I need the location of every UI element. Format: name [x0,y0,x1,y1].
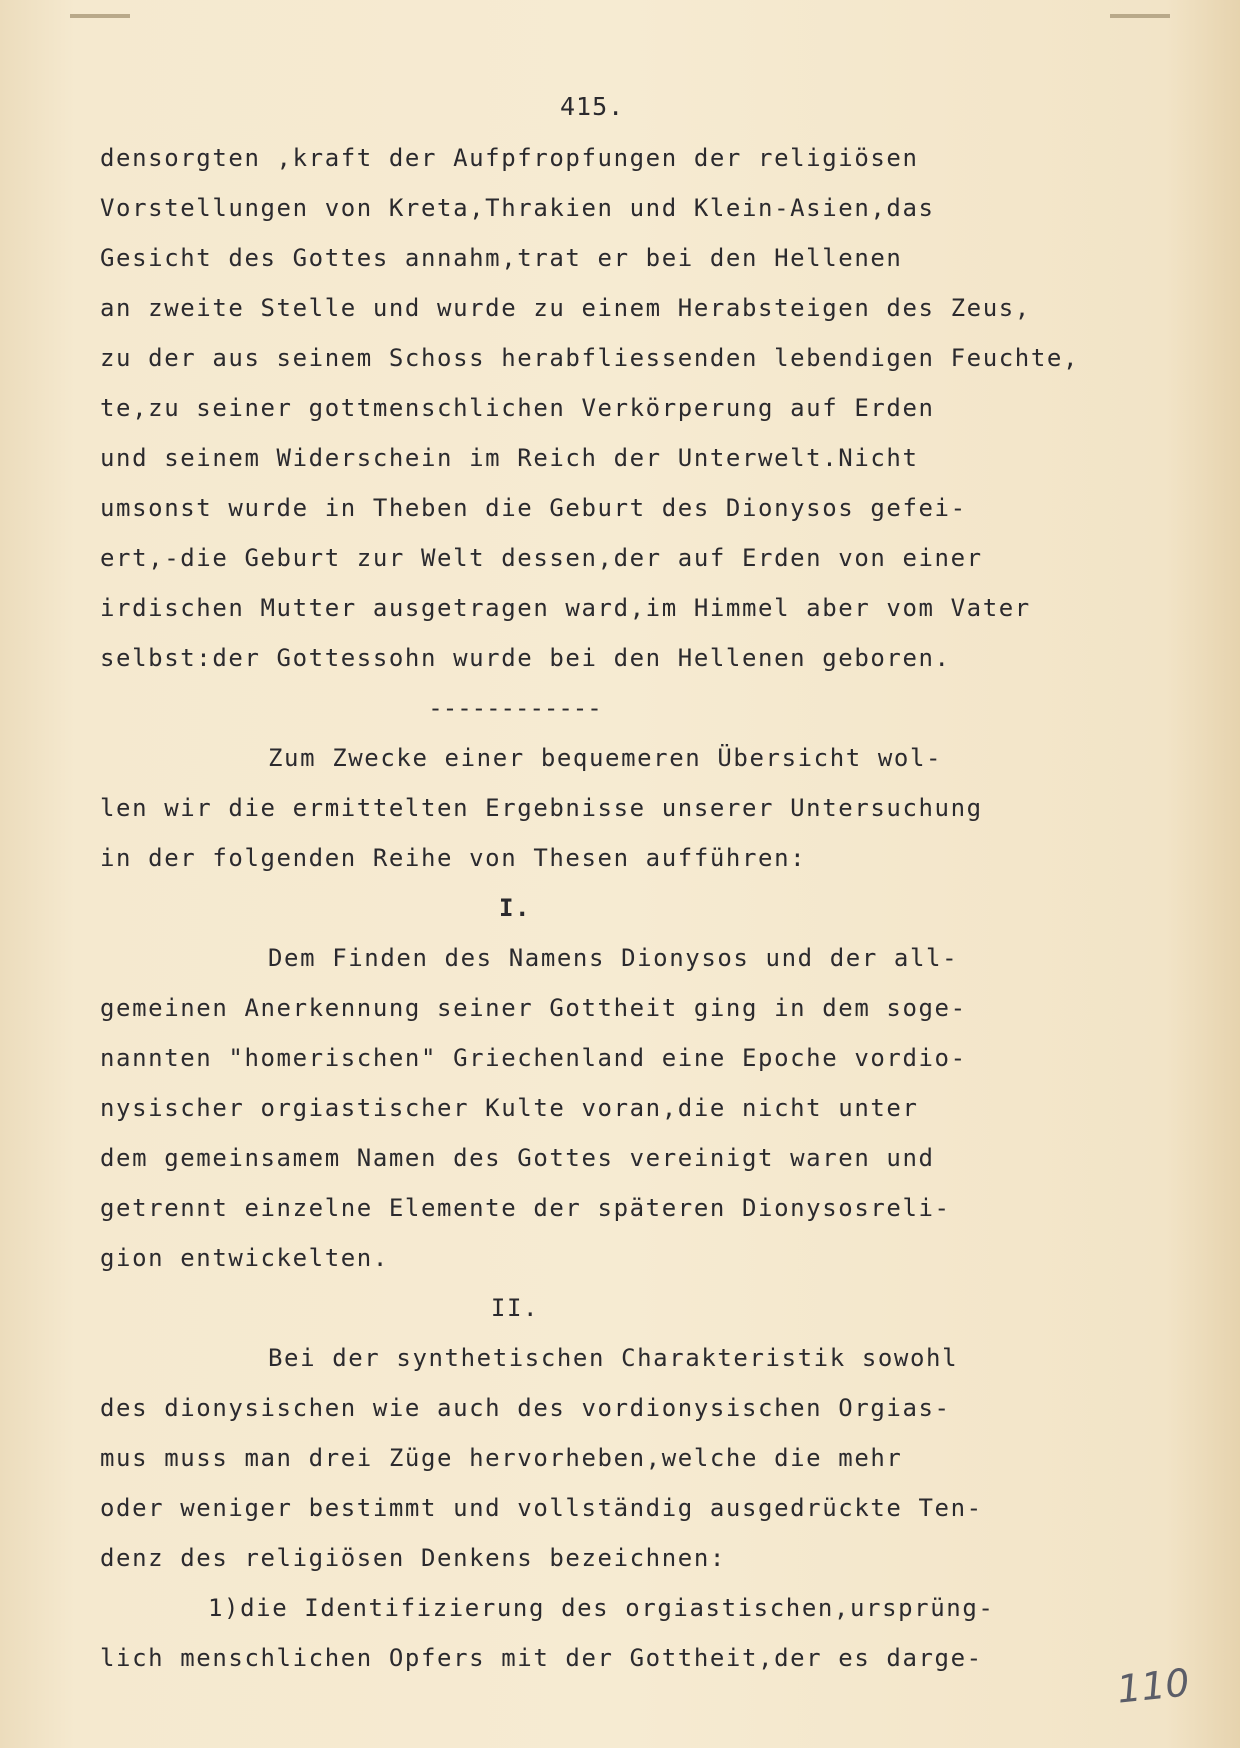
section-separator: ------------ [428,694,602,722]
page-number: 415. [560,92,625,121]
list-item-line: 1)die Identifizierung des orgiastischen,ursprüng- [208,1594,995,1622]
text-line: gemeinen Anerkennung seiner Gottheit ging in dem soge- [100,994,967,1022]
text-line: und seinem Widerschein im Reich der Unterwelt.Nicht [100,444,919,472]
text-line: te,zu seiner gottmenschlichen Verkörperung auf Erden [100,394,935,422]
list-item-line: lich menschlichen Opfers mit der Gottheit,der es darge- [100,1644,983,1672]
text-line: zu der aus seinem Schoss herabfliessenden lebendigen Feuchte, [100,344,1080,372]
text-line: getrennt einzelne Elemente der späteren Dionysosreli- [100,1194,951,1222]
thesis-heading: I. [498,894,532,922]
text-line: irdischen Mutter ausgetragen ward,im Himmel aber vom Vater [100,594,1031,622]
text-line: denz des religiösen Denkens bezeichnen: [100,1544,726,1572]
text-line: ert,-die Geburt zur Welt dessen,der auf Erden von einer [100,544,983,572]
text-line: in der folgenden Reihe von Thesen aufführen: [100,844,807,872]
text-line: Bei der synthetischen Charakteristik sowohl [268,1344,959,1372]
text-line: des dionysischen wie auch des vordionysischen Orgias- [100,1394,951,1422]
text-line: umsonst wurde in Theben die Geburt des Dionysos gefei- [100,494,967,522]
text-line: len wir die ermittelten Ergebnisse unserer Untersuchung [100,794,983,822]
text-line: mus muss man drei Züge hervorheben,welche die mehr [100,1444,903,1472]
text-line: oder weniger bestimmt und vollständig ausgedrückte Ten- [100,1494,983,1522]
thesis-heading: II. [490,1294,540,1322]
text-line: Dem Finden des Namens Dionysos und der all- [268,944,959,972]
edge-mark-left [70,14,130,18]
text-line: gion entwickelten. [100,1244,389,1272]
text-line: selbst:der Gottessohn wurde bei den Hellenen geboren. [100,644,951,672]
edge-mark-right [1110,14,1170,18]
text-line: an zweite Stelle und wurde zu einem Herabsteigen des Zeus, [100,294,1031,322]
text-line: dem gemeinsamem Namen des Gottes vereinigt waren und [100,1144,935,1172]
text-line: Vorstellungen von Kreta,Thrakien und Klein-Asien,das [100,194,935,222]
text-line: Gesicht des Gottes annahm,trat er bei den Hellenen [100,244,903,272]
text-line: nannten "homerischen" Griechenland eine Epoche vordio- [100,1044,967,1072]
text-line: densorgten ,kraft der Aufpfropfungen der religiösen [100,144,919,172]
text-line: nysischer orgiastischer Kulte voran,die nicht unter [100,1094,919,1122]
text-line: Zum Zwecke einer bequemeren Übersicht wol- [268,744,943,772]
archive-page-number: 110 [1115,1660,1193,1712]
document-body [100,140,1080,1690]
